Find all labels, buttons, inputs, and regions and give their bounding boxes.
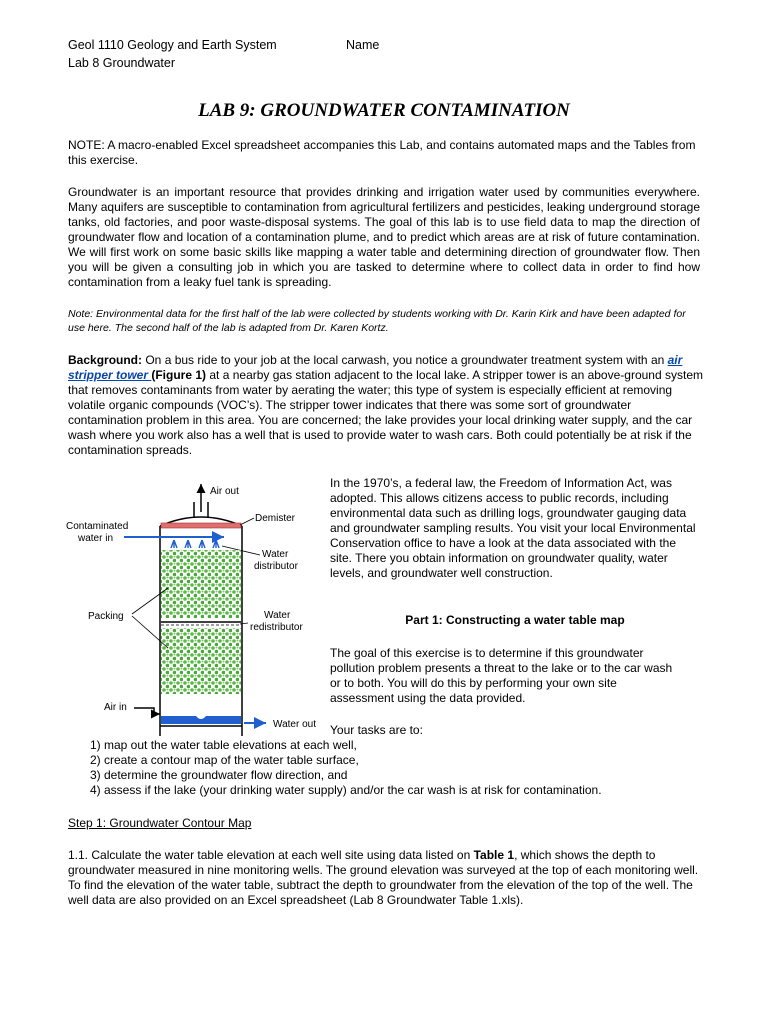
task-list: [90, 738, 602, 798]
page-title: LAB 9: GROUNDWATER CONTAMINATION: [198, 100, 570, 121]
part1-heading: Part 1: Constructing a water table map: [405, 613, 625, 627]
label-air-out: Air out: [210, 486, 239, 497]
intro-paragraph: Groundwater is an important resource that provides drinking and irrigation water used by communities everywhere. Many aquifers are susceptible to contamination from agricultural fertilizers and pesticides, leaking underground storage tanks, old factories, and poor waste-disposal systems. The goal of this lab is to use field data to map the direction of groundwater flow and location of a contamination plume, and to predict which areas are at risk of future contamination. We will first work on some basic skills like mapping a water table and determining direction of groundwater flow. Then you will be given a consulting job in which you are tasked to determine where to collect data in order to find how contamination from a leaky fuel tank is spreading.: [68, 185, 700, 289]
foia-paragraph: In the 1970’s, a federal law, the Freedom of Information Act, was adopted. This allows citizens access to public records, including environmental data such as drilling logs, groundwater gauging data and groundwater sampling results. You visit your local Environmental Conservation office to have a look at the data associated with the site. There you obtain information on groundwater quality, water levels, and groundwater well construction.: [330, 476, 696, 580]
water-distributor: [171, 540, 219, 548]
figure-reference: (Figure 1): [151, 368, 207, 382]
note-paragraph: NOTE: A macro-enabled Excel spreadsheet accompanies this Lab, and contains automated maps and the Tables from this exercise.: [68, 138, 696, 167]
air-in-arrow: [134, 708, 160, 714]
background-label: Background:: [68, 353, 143, 367]
label-water-redist-2: redistributor: [250, 622, 303, 633]
lab-label: Lab 8 Groundwater: [68, 56, 176, 70]
demister-leader: [240, 518, 254, 525]
name-label: Name: [346, 38, 380, 52]
air-stripper-diagram: [64, 478, 326, 740]
label-contaminated: Contaminated: [66, 521, 129, 532]
background-paragraph: [68, 353, 708, 458]
goal-paragraph: The goal of this exercise is to determine if this groundwater pollution problem presents a threat to the lake or to the car wash or to both. You will do this by performing your own site assessment using the data provided.: [330, 646, 673, 705]
label-water-in: water in: [78, 533, 114, 544]
label-air-in: Air in: [104, 702, 127, 713]
course-title: Geol 1110 Geology and Earth System: [68, 38, 277, 52]
list-item: 1) map out the water table elevations at each well,: [90, 738, 357, 752]
label-demister: Demister: [255, 513, 296, 524]
demister: [161, 523, 241, 528]
label-water-dist-2: distributor: [254, 561, 298, 572]
label-water-out: Water out: [273, 719, 316, 730]
background-text-2: at a nearby gas station adjacent to the local lake. A stripper tower is an above-ground system that removes contaminants from water by aerating the water; this type of system is especially efficient at removing volatile organic compounds (VOC’s). The stripper tower indicates that there was some sort of groundwater contamination problem in this area. You are concerned; the lake provides your local drinking water supply, and the car wash where you work also has a well that is used to provide water to wash cars. Both could potentially be at risk if the contamination spreads.: [68, 368, 703, 457]
packing-upper: [161, 550, 241, 618]
list-item: 4) assess if the lake (your drinking water supply) and/or the car wash is at risk for contamination.: [90, 783, 602, 797]
step1-text-2: , which shows the depth to groundwater measured in nine monitoring wells. The ground elevation was surveyed at the top of each monitoring well. To find the elevation of the water table, subtract the depth to groundwater from the elevation of the top of the well. The well data are also provided on an Excel spreadsheet (Lab 8 Groundwater Table 1.xls).: [68, 848, 699, 907]
table-reference: Table 1: [473, 848, 515, 862]
background-text-1: On a bus ride to your job at the local carwash, you notice a groundwater treatment system with an: [142, 353, 668, 367]
tasks-intro: Your tasks are to:: [330, 723, 423, 737]
label-water-dist-1: Water: [262, 549, 289, 560]
step1-heading: Step 1: Groundwater Contour Map: [68, 816, 252, 830]
label-water-redist-1: Water: [264, 610, 291, 621]
credit-note: Note: Environmental data for the first half of the lab were collected by students working with Dr. Karin Kirk and have been adapted for use here. The second half of the lab is adapted from Dr. Karen Kortz.: [68, 308, 686, 334]
packing-lower: [161, 628, 241, 694]
step1-paragraph: [68, 848, 708, 908]
label-packing: Packing: [88, 611, 124, 622]
list-item: 2) create a contour map of the water table surface,: [90, 753, 359, 767]
air-stripper-tower-link[interactable]: air stripper tower: [68, 353, 683, 382]
list-item: 3) determine the groundwater flow direction, and: [90, 768, 348, 782]
step1-text-1: 1.1. Calculate the water table elevation at each well site using data listed on: [68, 848, 474, 862]
